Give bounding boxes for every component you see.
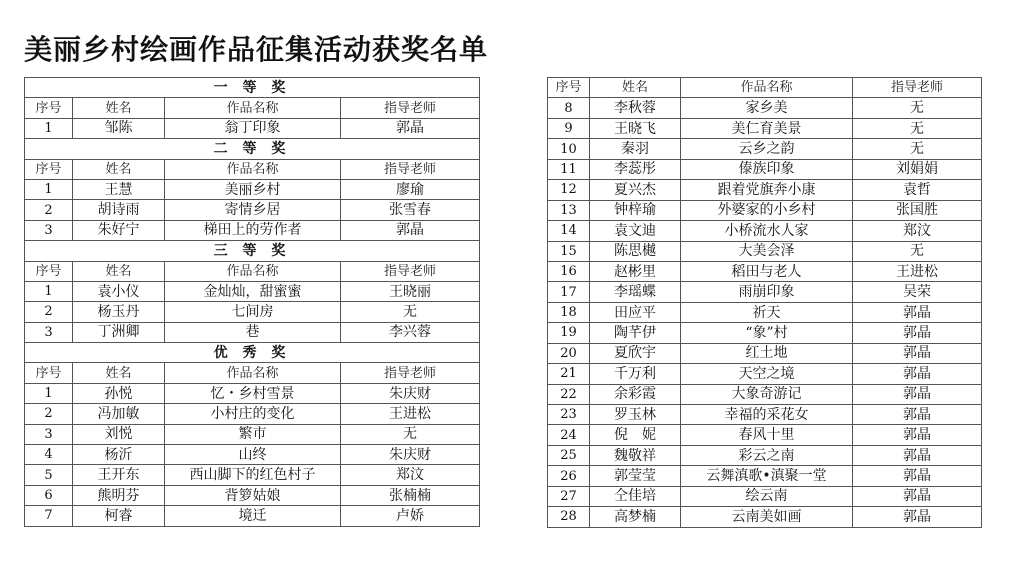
cell-name: 王晓飞	[590, 118, 681, 138]
header-work: 作品名称	[681, 78, 853, 98]
cell-work: “象”村	[681, 323, 853, 343]
table-row	[25, 118, 480, 138]
cell-no: 1	[25, 383, 73, 403]
cell-no: 13	[548, 200, 590, 220]
cell-work: 繁市	[165, 424, 341, 444]
cell-work: 稻田与老人	[681, 261, 853, 281]
table-row	[25, 220, 480, 240]
cell-teacher: 朱庆财	[341, 383, 480, 403]
section-title: 二 等 奖	[25, 139, 480, 159]
table-row	[548, 343, 982, 363]
cell-teacher: 无	[853, 98, 982, 118]
cell-work: 春风十里	[681, 425, 853, 445]
cell-no: 16	[548, 261, 590, 281]
cell-name: 倪 妮	[590, 425, 681, 445]
cell-work: 忆・乡村雪景	[165, 383, 341, 403]
table-row	[25, 322, 480, 342]
cell-name: 夏兴杰	[590, 180, 681, 200]
section-heading-row	[25, 78, 480, 98]
table-row	[25, 281, 480, 301]
cell-name: 陈思樾	[590, 241, 681, 261]
cell-name: 夏欣宇	[590, 343, 681, 363]
cell-no: 2	[25, 200, 73, 220]
cell-no: 1	[25, 281, 73, 301]
cell-work: 红土地	[681, 343, 853, 363]
cell-no: 12	[548, 180, 590, 200]
cell-name: 余彩霞	[590, 384, 681, 404]
cell-work: 彩云之南	[681, 445, 853, 465]
table-row	[25, 485, 480, 505]
cell-name: 魏敬祥	[590, 445, 681, 465]
cell-teacher: 郭晶	[853, 384, 982, 404]
cell-work: 美仁育美景	[681, 118, 853, 138]
table-row	[548, 282, 982, 302]
cell-no: 5	[25, 465, 73, 485]
cell-work: 外婆家的小乡村	[681, 200, 853, 220]
cell-work: 小桥流水人家	[681, 221, 853, 241]
cell-work: 境迁	[165, 506, 341, 526]
table-header-row	[25, 261, 480, 281]
cell-work: 雨崩印象	[681, 282, 853, 302]
cell-teacher: 无	[341, 302, 480, 322]
section-title: 一 等 奖	[25, 78, 480, 98]
table-row	[25, 424, 480, 444]
cell-no: 23	[548, 405, 590, 425]
table-row	[25, 445, 480, 465]
cell-name: 朱好宁	[73, 220, 165, 240]
cell-teacher: 无	[853, 118, 982, 138]
table-row	[548, 241, 982, 261]
cell-teacher: 卢娇	[341, 506, 480, 526]
table-row	[548, 302, 982, 322]
cell-name: 王慧	[73, 179, 165, 199]
section-heading-row	[25, 241, 480, 261]
cell-teacher: 王进松	[341, 404, 480, 424]
cell-work: 西山脚下的红色村子	[165, 465, 341, 485]
cell-teacher: 张国胜	[853, 200, 982, 220]
cell-name: 罗玉林	[590, 405, 681, 425]
cell-name: 秦羽	[590, 139, 681, 159]
cell-name: 田应平	[590, 302, 681, 322]
cell-no: 11	[548, 159, 590, 179]
cell-no: 15	[548, 241, 590, 261]
table-header-row	[548, 78, 982, 98]
cell-work: 幸福的采花女	[681, 405, 853, 425]
cell-no: 14	[548, 221, 590, 241]
table-row	[548, 180, 982, 200]
cell-work: 翁丁印象	[165, 118, 341, 138]
table-row	[25, 200, 480, 220]
cell-no: 10	[548, 139, 590, 159]
cell-work: 七间房	[165, 302, 341, 322]
cell-teacher: 无	[341, 424, 480, 444]
cell-no: 26	[548, 466, 590, 486]
cell-work: 云南美如画	[681, 507, 853, 527]
cell-no: 18	[548, 302, 590, 322]
cell-work: 云乡之韵	[681, 139, 853, 159]
cell-name: 千万利	[590, 364, 681, 384]
table-row	[548, 507, 982, 527]
table-header-row	[25, 98, 480, 118]
cell-name: 丁洲卿	[73, 322, 165, 342]
cell-name: 孙悦	[73, 383, 165, 403]
cell-teacher: 朱庆财	[341, 445, 480, 465]
document-title: 美丽乡村绘画作品征集活动获奖名单	[24, 33, 489, 66]
cell-teacher: 郭晶	[853, 343, 982, 363]
cell-name: 熊明芬	[73, 485, 165, 505]
cell-name: 冯加敏	[73, 404, 165, 424]
section-heading-row	[25, 343, 480, 363]
section-title: 三 等 奖	[25, 241, 480, 261]
cell-teacher: 张雪春	[341, 200, 480, 220]
cell-teacher: 无	[853, 139, 982, 159]
table-row	[548, 445, 982, 465]
table-row	[25, 404, 480, 424]
cell-teacher: 郭晶	[853, 323, 982, 343]
header-work: 作品名称	[165, 261, 341, 281]
table-row	[548, 200, 982, 220]
header-no: 序号	[25, 98, 73, 118]
cell-no: 27	[548, 486, 590, 506]
cell-teacher: 郭晶	[853, 302, 982, 322]
cell-work: 大美会泽	[681, 241, 853, 261]
cell-no: 4	[25, 445, 73, 465]
cell-name: 柯睿	[73, 506, 165, 526]
table-row	[548, 159, 982, 179]
table-row	[548, 425, 982, 445]
cell-teacher: 郭晶	[853, 486, 982, 506]
cell-work: 傣族印象	[681, 159, 853, 179]
cell-no: 1	[25, 118, 73, 138]
header-teacher: 指导老师	[341, 159, 480, 179]
cell-teacher: 郭晶	[853, 364, 982, 384]
header-teacher: 指导老师	[341, 261, 480, 281]
cell-work: 云舞滇歌•滇聚一堂	[681, 466, 853, 486]
cell-work: 背箩姑娘	[165, 485, 341, 505]
table-row	[548, 118, 982, 138]
header-name: 姓名	[590, 78, 681, 98]
cell-no: 21	[548, 364, 590, 384]
header-teacher: 指导老师	[853, 78, 982, 98]
table-row	[548, 364, 982, 384]
table-row	[25, 302, 480, 322]
table-row	[548, 323, 982, 343]
header-teacher: 指导老师	[341, 363, 480, 383]
cell-work: 金灿灿，甜蜜蜜	[165, 281, 341, 301]
cell-teacher: 无	[853, 241, 982, 261]
cell-no: 3	[25, 322, 73, 342]
cell-teacher: 郑汶	[341, 465, 480, 485]
cell-teacher: 王晓丽	[341, 281, 480, 301]
header-work: 作品名称	[165, 98, 341, 118]
awards-table-left	[24, 77, 480, 527]
table-row	[25, 506, 480, 526]
cell-no: 2	[25, 404, 73, 424]
cell-name: 李瑶蝶	[590, 282, 681, 302]
cell-name: 李蕊彤	[590, 159, 681, 179]
table-header-row	[25, 363, 480, 383]
cell-name: 郭莹莹	[590, 466, 681, 486]
cell-teacher: 郭晶	[853, 507, 982, 527]
cell-no: 28	[548, 507, 590, 527]
cell-no: 7	[25, 506, 73, 526]
cell-teacher: 郭晶	[341, 220, 480, 240]
table-row	[548, 221, 982, 241]
cell-no: 20	[548, 343, 590, 363]
table-row	[548, 486, 982, 506]
section-heading-row	[25, 139, 480, 159]
cell-work: 寄情乡居	[165, 200, 341, 220]
table-row	[548, 384, 982, 404]
cell-no: 9	[548, 118, 590, 138]
header-work: 作品名称	[165, 363, 341, 383]
table-row	[548, 261, 982, 281]
table-row	[25, 383, 480, 403]
cell-teacher: 郭晶	[341, 118, 480, 138]
header-work: 作品名称	[165, 159, 341, 179]
cell-teacher: 郭晶	[853, 425, 982, 445]
header-no: 序号	[25, 261, 73, 281]
cell-no: 24	[548, 425, 590, 445]
table-row	[548, 466, 982, 486]
cell-no: 3	[25, 424, 73, 444]
header-name: 姓名	[73, 159, 165, 179]
cell-no: 25	[548, 445, 590, 465]
cell-no: 3	[25, 220, 73, 240]
cell-name: 杨玉丹	[73, 302, 165, 322]
cell-teacher: 郭晶	[853, 405, 982, 425]
header-no: 序号	[25, 363, 73, 383]
cell-name: 刘悦	[73, 424, 165, 444]
cell-name: 邹陈	[73, 118, 165, 138]
cell-name: 赵彬里	[590, 261, 681, 281]
cell-name: 陶芊伊	[590, 323, 681, 343]
header-name: 姓名	[73, 98, 165, 118]
table-row	[25, 179, 480, 199]
cell-name: 仝佳培	[590, 486, 681, 506]
cell-name: 李秋蓉	[590, 98, 681, 118]
cell-name: 钟梓瑜	[590, 200, 681, 220]
cell-no: 17	[548, 282, 590, 302]
cell-name: 杨沂	[73, 445, 165, 465]
cell-teacher: 刘娟娟	[853, 159, 982, 179]
cell-teacher: 廖瑜	[341, 179, 480, 199]
cell-no: 8	[548, 98, 590, 118]
cell-teacher: 吴荣	[853, 282, 982, 302]
cell-teacher: 袁哲	[853, 180, 982, 200]
cell-teacher: 郑汶	[853, 221, 982, 241]
cell-name: 高梦楠	[590, 507, 681, 527]
table-header-row	[25, 159, 480, 179]
cell-no: 1	[25, 179, 73, 199]
table-row	[25, 465, 480, 485]
header-no: 序号	[548, 78, 590, 98]
table-row	[548, 98, 982, 118]
header-name: 姓名	[73, 261, 165, 281]
awards-table-right	[547, 77, 982, 528]
cell-teacher: 郭晶	[853, 466, 982, 486]
header-no: 序号	[25, 159, 73, 179]
cell-work: 大象奇游记	[681, 384, 853, 404]
table-row	[548, 139, 982, 159]
cell-no: 2	[25, 302, 73, 322]
cell-name: 袁小仪	[73, 281, 165, 301]
cell-work: 山终	[165, 445, 341, 465]
cell-name: 袁文迪	[590, 221, 681, 241]
cell-work: 巷	[165, 322, 341, 342]
cell-no: 6	[25, 485, 73, 505]
cell-work: 祈天	[681, 302, 853, 322]
header-name: 姓名	[73, 363, 165, 383]
cell-teacher: 李兴蓉	[341, 322, 480, 342]
cell-teacher: 王进松	[853, 261, 982, 281]
cell-work: 家乡美	[681, 98, 853, 118]
cell-name: 王开东	[73, 465, 165, 485]
cell-work: 梯田上的劳作者	[165, 220, 341, 240]
cell-work: 美丽乡村	[165, 179, 341, 199]
cell-no: 19	[548, 323, 590, 343]
cell-work: 绘云南	[681, 486, 853, 506]
cell-teacher: 张楠楠	[341, 485, 480, 505]
table-row	[548, 405, 982, 425]
section-title: 优 秀 奖	[25, 343, 480, 363]
cell-teacher: 郭晶	[853, 445, 982, 465]
header-teacher: 指导老师	[341, 98, 480, 118]
cell-work: 跟着党旗奔小康	[681, 180, 853, 200]
cell-work: 小村庄的变化	[165, 404, 341, 424]
cell-work: 天空之境	[681, 364, 853, 384]
cell-name: 胡诗雨	[73, 200, 165, 220]
cell-no: 22	[548, 384, 590, 404]
